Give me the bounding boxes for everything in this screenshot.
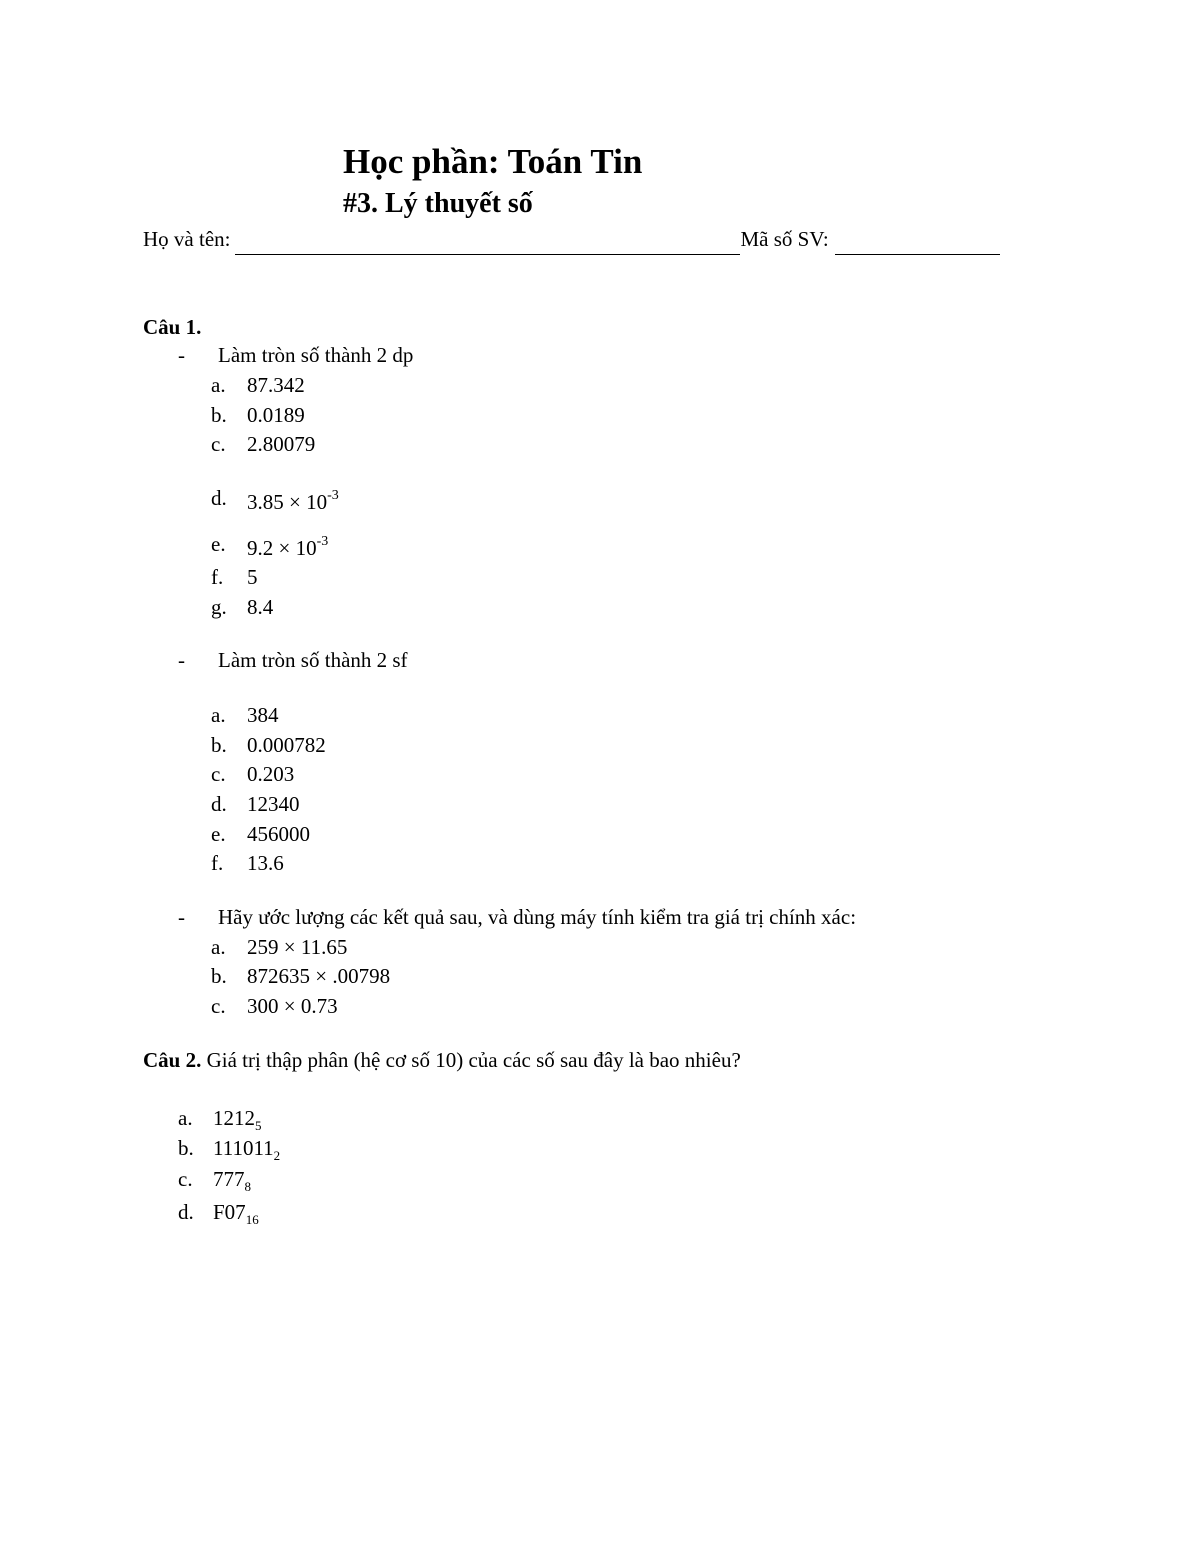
question-1-label: Câu 1.	[143, 315, 202, 339]
q2-item-number: F07	[213, 1200, 246, 1224]
part1-dash: -	[178, 343, 185, 367]
q2-item-base: 5	[255, 1118, 262, 1133]
q2-item-number: 1212	[213, 1106, 255, 1130]
name-label: Họ và tên:	[143, 227, 231, 251]
part1-item-value: 8.4	[247, 595, 274, 619]
q2-item-letter: a.	[178, 1106, 193, 1130]
part2-item-letter: c.	[211, 762, 226, 786]
part1-item-value: 0.0189	[247, 403, 305, 427]
part1-item-value: 5	[247, 565, 258, 589]
part3-item-value: 259 × 11.65	[247, 935, 348, 959]
part2-item-value: 456000	[247, 822, 310, 846]
part2-dash: -	[178, 648, 185, 672]
q2-item-value	[213, 1164, 251, 1197]
question-2	[143, 1045, 741, 1075]
student-id-blank[interactable]	[835, 232, 1000, 255]
q2-item-base: 16	[245, 1212, 259, 1227]
q2-item-number: 111011	[213, 1136, 274, 1160]
part3-item-value: 872635 × .00798	[247, 964, 391, 988]
part1-instruction: Làm tròn số thành 2 dp	[218, 343, 414, 367]
part2-item-letter: f.	[211, 851, 224, 875]
part3-dash: -	[178, 905, 185, 929]
q2-item-value	[213, 1133, 280, 1166]
question-2-text: Giá trị thập phân (hệ cơ số 10) của các số sau đây là bao nhiêu?	[206, 1048, 741, 1072]
part1-item-value: 2.80079	[247, 432, 316, 456]
part2-item-value: 0.000782	[247, 733, 326, 757]
part1-item-letter: f.	[211, 565, 224, 589]
part2-item-letter: d.	[211, 792, 227, 816]
part1-item-letter: d.	[211, 486, 227, 510]
part2-item-letter: e.	[211, 822, 226, 846]
part3-item-value: 300 × 0.73	[247, 994, 338, 1018]
page-title: Học phần: Toán Tin	[343, 142, 643, 181]
part1-item-value	[247, 529, 328, 563]
part1-item-letter: b.	[211, 403, 227, 427]
part3-instruction: Hãy ước lượng các kết quả sau, và dùng máy tính kiểm tra giá trị chính xác:	[218, 905, 857, 929]
q2-item-letter: c.	[178, 1167, 193, 1191]
part3-item-letter: a.	[211, 935, 226, 959]
student-info-row	[143, 223, 1000, 255]
part1-item-letter: e.	[211, 532, 226, 556]
q2-item-value	[213, 1197, 259, 1230]
part1-item-letter: g.	[211, 595, 227, 619]
question-2-label: Câu 2.	[143, 1048, 202, 1072]
student-id-label: Mã số SV:	[740, 227, 829, 251]
part2-item-value: 13.6	[247, 851, 284, 875]
part2-item-value: 384	[247, 703, 279, 727]
q2-item-letter: b.	[178, 1136, 194, 1160]
part1-item-mantissa: 9.2 × 10	[247, 536, 317, 560]
page-subtitle: #3. Lý thuyết số	[343, 188, 533, 219]
part2-item-value: 0.203	[247, 762, 295, 786]
part2-item-value: 12340	[247, 792, 300, 816]
part1-item-letter: a.	[211, 373, 226, 397]
q2-item-value	[213, 1103, 262, 1136]
part1-item-letter: c.	[211, 432, 226, 456]
part3-item-letter: c.	[211, 994, 226, 1018]
part2-item-letter: a.	[211, 703, 226, 727]
part1-item-value	[247, 483, 339, 517]
part3-item-letter: b.	[211, 964, 227, 988]
q2-item-base: 8	[244, 1179, 251, 1194]
part2-item-letter: b.	[211, 733, 227, 757]
part1-item-exponent: -3	[327, 488, 339, 503]
part1-item-mantissa: 3.85 × 10	[247, 490, 328, 514]
part1-item-value: 87.342	[247, 373, 305, 397]
q2-item-letter: d.	[178, 1200, 194, 1224]
part2-instruction: Làm tròn số thành 2 sf	[218, 648, 408, 672]
part1-item-exponent: -3	[316, 534, 329, 549]
q2-item-base: 2	[273, 1148, 281, 1163]
q2-item-number: 777	[213, 1167, 245, 1191]
name-blank[interactable]	[235, 232, 740, 255]
